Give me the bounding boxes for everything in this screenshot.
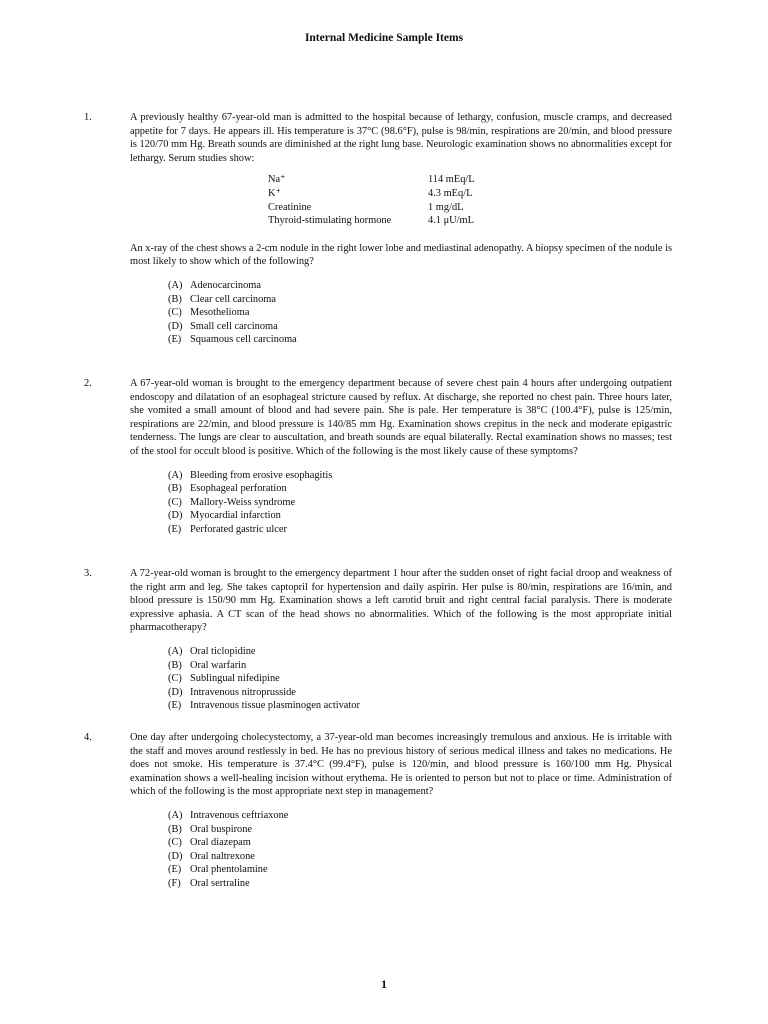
answer-option[interactable]: [168, 672, 672, 686]
answer-options: [168, 279, 672, 347]
page-number: 1: [381, 977, 387, 991]
option-letter: (E): [168, 864, 182, 876]
option-text: Adenocarcinoma: [190, 279, 261, 291]
answer-option[interactable]: [168, 333, 672, 347]
lab-row: [268, 214, 475, 228]
answer-options: [168, 645, 672, 713]
lab-row: [268, 201, 475, 215]
option-text: Squamous cell carcinoma: [190, 334, 297, 346]
option-letter: (A): [168, 809, 183, 821]
question-number: 1.: [84, 112, 92, 123]
question-1: [84, 111, 672, 347]
option-letter: (C): [168, 837, 182, 849]
answer-options: [168, 469, 672, 537]
option-text: Oral ticlopidine: [190, 645, 256, 657]
question-number: 4.: [84, 732, 92, 743]
option-letter: (D): [168, 850, 183, 862]
lab-name: Thyroid-stimulating hormone: [268, 215, 392, 227]
answer-options: [168, 809, 672, 891]
lab-row: [268, 187, 475, 201]
option-letter: (E): [168, 334, 182, 346]
option-text: Intravenous ceftriaxone: [190, 809, 289, 821]
option-letter: (B): [168, 823, 182, 835]
question-stem: A 67-year-old woman is brought to the emergency department because of severe chest pain 4 hours after undergoing outpatient endoscopy and dilatation of an esophageal stricture caused by reflux. At discharge, she reported no chest pain. Three hours later, she vomited a small amount of blood and had severe pain. She is pale. Her temperature is 38°C (100.4°F), pulse is 125/min, respirations are 22/min, and blood pressure is 140/85 mm Hg. Examination shows crepitus in the neck and moderate epigastric tenderness. The lungs are clear to auscultation, and breath sounds are equal bilaterally. Rectal examination shows no masses; test of the stool for occult blood is positive. Which of the following is the most likely cause of these symptoms?: [130, 378, 672, 457]
answer-option[interactable]: [168, 293, 672, 307]
question-3: [84, 567, 672, 713]
question-stem: One day after undergoing cholecystectomy, a 37-year-old man becomes increasingly tremulous and anxious. He is irritable with the staff and moves around restlessly in bed. He has no previous history of serious medical illness and takes no medications. He does not smoke. His temperature is 37.4°C (99.4°F), pulse is 120/min, and blood pressure is 160/100 mm Hg. Physical examination shows a well-healing incision without erythema. He is oriented to person but not to place or time. Administration of which of the following is the most appropriate next step in management?: [130, 732, 672, 798]
option-letter: (A): [168, 469, 183, 481]
option-letter: (D): [168, 510, 183, 522]
option-letter: (F): [168, 877, 181, 889]
answer-option[interactable]: [168, 863, 672, 877]
option-text: Intravenous tissue plasminogen activator: [190, 700, 360, 712]
answer-option[interactable]: [168, 279, 672, 293]
answer-option[interactable]: [168, 496, 672, 510]
option-text: Oral diazepam: [190, 837, 251, 849]
option-text: Oral naltrexone: [190, 850, 255, 862]
option-text: Esophageal perforation: [190, 483, 287, 495]
question-number: 2.: [84, 378, 92, 389]
option-letter: (C): [168, 673, 182, 685]
question-stem: A 72-year-old woman is brought to the emergency department 1 hour after the sudden onset of right facial droop and weakness of the right arm and leg. She takes captopril for hypertension and daily aspirin. Her pulse is 80/min, respirations are 16/min, and blood pressure is 150/90 mm Hg. Examination shows a left carotid bruit and right central facial paralysis. There is moderate expressive aphasia. A CT scan of the head shows no abnormalities. Which of the following is the most appropriate initial pharmacotherapy?: [130, 568, 672, 634]
lab-row: [268, 173, 475, 187]
option-text: Oral phentolamine: [190, 864, 268, 876]
option-letter: (A): [168, 279, 183, 291]
answer-option[interactable]: [168, 320, 672, 334]
answer-option[interactable]: [168, 823, 672, 837]
option-letter: (B): [168, 659, 182, 671]
lab-name: Na⁺: [268, 174, 286, 186]
question-stem: A previously healthy 67-year-old man is admitted to the hospital because of lethargy, confusion, muscle cramps, and decreased appetite for 7 days. He appears ill. His temperature is 37°C (98.6°F), pulse is 98/min, respirations are 20/min, and blood pressure is 120/70 mm Hg. Breath sounds are diminished at the right lung base. Neurologic examination shows no abnormalities except for lethargy. Serum studies show:: [130, 112, 672, 164]
option-letter: (D): [168, 320, 183, 332]
answer-option[interactable]: [168, 836, 672, 850]
answer-option[interactable]: [168, 850, 672, 864]
option-text: Myocardial infarction: [190, 510, 281, 522]
option-text: Mallory-Weiss syndrome: [190, 496, 296, 508]
option-letter: (C): [168, 307, 182, 319]
option-letter: (D): [168, 686, 183, 698]
option-text: Oral buspirone: [190, 823, 253, 835]
answer-option[interactable]: [168, 877, 672, 891]
option-text: Oral warfarin: [190, 659, 247, 671]
question-followup: An x-ray of the chest shows a 2-cm nodule in the right lower lobe and mediastinal adenopathy. A biopsy specimen of the nodule is most likely to show which of the following?: [130, 242, 672, 268]
lab-results-table: [268, 173, 475, 227]
answer-option[interactable]: [168, 306, 672, 320]
option-letter: (B): [168, 293, 182, 305]
page-title: Internal Medicine Sample Items: [304, 32, 464, 44]
option-text: Small cell carcinoma: [190, 320, 278, 332]
lab-name: K⁺: [268, 187, 281, 199]
lab-value: 114 mEq/L: [428, 174, 475, 186]
option-text: Intravenous nitroprusside: [190, 686, 296, 698]
answer-option[interactable]: [168, 509, 672, 523]
question-number: 3.: [84, 568, 92, 579]
lab-value: 1 mg/dL: [428, 201, 464, 213]
option-text: Perforated gastric ulcer: [190, 523, 287, 535]
lab-name: Creatinine: [268, 201, 312, 213]
option-letter: (A): [168, 645, 183, 657]
option-letter: (C): [168, 496, 182, 508]
lab-value: 4.1 μU/mL: [428, 215, 474, 227]
answer-option[interactable]: [168, 686, 672, 700]
answer-option[interactable]: [168, 482, 672, 496]
option-text: Clear cell carcinoma: [190, 293, 276, 305]
option-letter: (E): [168, 523, 182, 535]
option-letter: (B): [168, 483, 182, 495]
answer-option[interactable]: [168, 809, 672, 823]
answer-option[interactable]: [168, 645, 672, 659]
question-4: [84, 731, 672, 891]
option-text: Mesothelioma: [190, 307, 250, 319]
option-letter: (E): [168, 700, 182, 712]
option-text: Sublingual nifedipine: [190, 673, 280, 685]
option-text: Bleeding from erosive esophagitis: [190, 469, 333, 481]
answer-option[interactable]: [168, 659, 672, 673]
option-text: Oral sertraline: [190, 877, 250, 889]
lab-value: 4.3 mEq/L: [428, 187, 473, 199]
answer-option[interactable]: [168, 699, 672, 713]
question-2: [84, 377, 672, 537]
answer-option[interactable]: [168, 523, 672, 537]
answer-option[interactable]: [168, 469, 672, 483]
